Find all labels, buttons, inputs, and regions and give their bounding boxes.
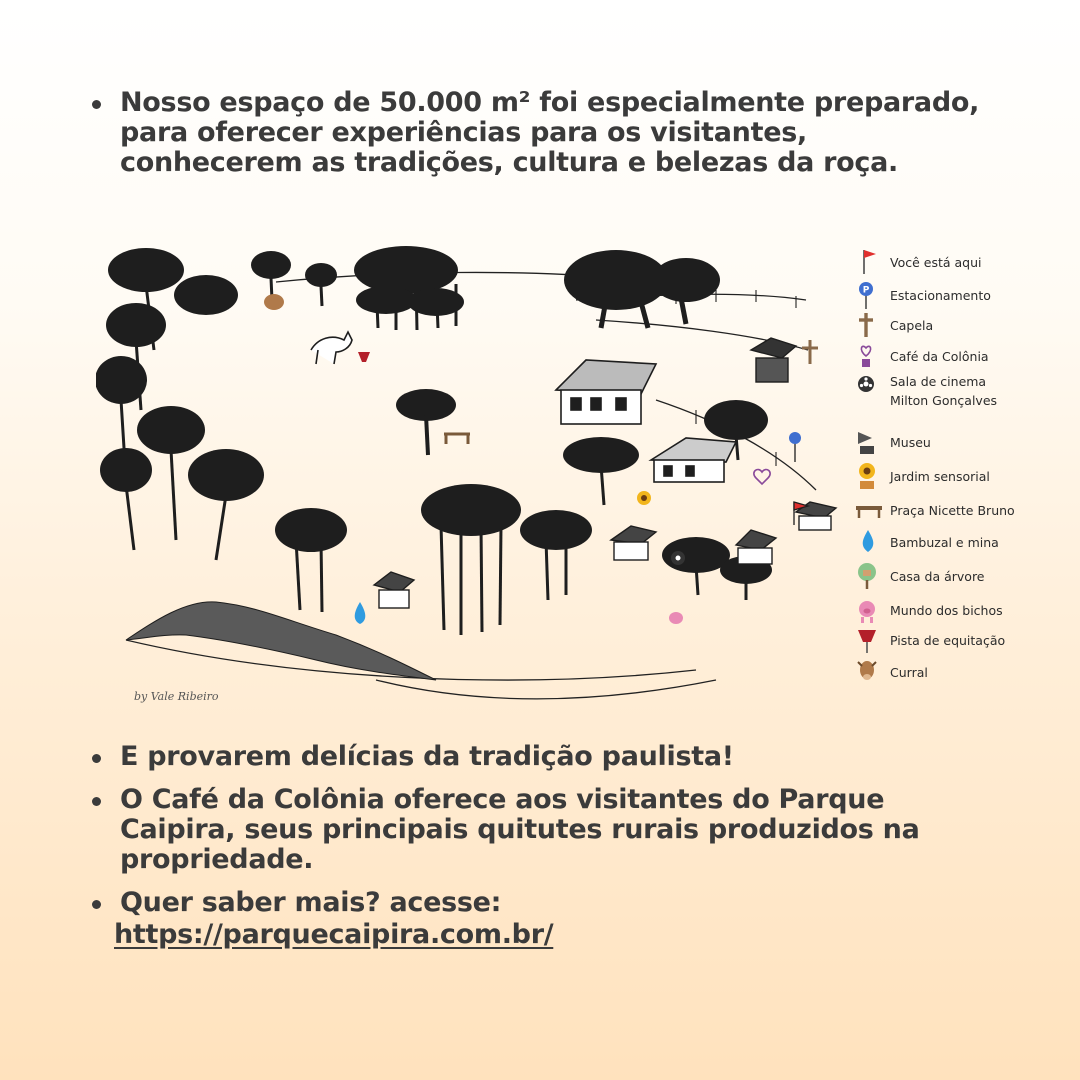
legend-label — [890, 569, 985, 584]
legend-label — [890, 349, 989, 364]
legend-label-text: Estacionamento — [890, 288, 991, 303]
list-item-cafe: O Café da Colônia oferece aos visitantes do Parque Caipira, seus principais quitutes rurais produzidos na propriedade. — [90, 785, 990, 875]
map-marker-coffee — [754, 470, 770, 484]
legend-label — [890, 503, 1015, 518]
legend-label-text: Museu — [890, 435, 931, 450]
legend-label-text: Jardim sensorial — [890, 469, 990, 484]
map-marker-bench — [444, 434, 470, 444]
water-drop-icon — [856, 528, 882, 556]
legend-label-text-2: Milton Gonçalves — [890, 393, 998, 408]
legend-label-text: Você está aqui — [890, 255, 982, 270]
map-marker-pig — [669, 612, 683, 624]
legend-label — [890, 469, 990, 484]
intro-bullet: Nosso espaço de 50.000 m² foi especialmente preparado, para oferecer experiências para os visitantes, conhecerem as tradições, cultura e belezas da roça. — [90, 88, 990, 178]
legend-label-text: Mundo dos bichos — [890, 603, 1003, 618]
map-marker-cross — [802, 340, 818, 364]
main-farmhouse — [556, 360, 656, 424]
legend-label — [890, 288, 991, 303]
map-signature: by Vale Ribeiro — [134, 690, 219, 703]
coffee-heart-icon — [856, 342, 882, 370]
saddle-icon — [856, 626, 882, 654]
legend-label-text: Café da Colônia — [890, 349, 989, 364]
info-list — [90, 742, 990, 963]
map-marker-drop — [355, 602, 366, 624]
tree-center — [396, 389, 456, 455]
legend-label — [890, 435, 931, 450]
stream — [126, 602, 436, 680]
map-marker-cow — [264, 294, 284, 310]
red-flag-icon — [856, 248, 882, 276]
bamboo-house — [374, 572, 414, 608]
intro-section — [90, 88, 990, 178]
woods-left — [96, 248, 337, 501]
legend-label — [890, 665, 928, 680]
park-map — [96, 240, 1044, 720]
parking-pin-icon — [856, 281, 882, 309]
map-marker-parking — [789, 432, 801, 462]
pig-icon — [856, 596, 882, 624]
legend-label — [890, 318, 933, 333]
legend-label — [890, 372, 997, 410]
legend-label — [890, 535, 999, 550]
woods-center — [275, 484, 592, 552]
chapel-house — [751, 338, 796, 382]
grove-top-center — [354, 246, 464, 316]
legend-label-text: Pista de equitação — [890, 633, 1006, 648]
bench-icon — [856, 496, 882, 524]
list-item-more — [90, 888, 990, 950]
oaks-top-right — [564, 250, 720, 310]
website-link[interactable]: https://parquecaipira.com.br/ — [114, 919, 554, 950]
legend-label-text: Casa da árvore — [890, 569, 985, 584]
map-marker-film — [671, 551, 685, 565]
legend-label — [890, 603, 1003, 618]
legend-label-text: Capela — [890, 318, 934, 333]
small-house-1 — [611, 526, 656, 560]
svg-text:P: P — [862, 285, 870, 296]
legend-label-text: Bambuzal e mina — [890, 535, 999, 550]
list-item-tradition: E provarem delícias da tradição paulista! — [90, 742, 990, 772]
film-reel-icon — [856, 372, 882, 400]
cow-icon — [856, 658, 882, 686]
legend-label-text: Curral — [890, 665, 928, 680]
map-horse — [311, 332, 352, 364]
legend-label-text: Praça Nicette Bruno — [890, 503, 1015, 518]
cross-icon — [856, 311, 882, 339]
more-info-text: Quer saber mais? acesse: — [120, 887, 502, 918]
map-illustration — [96, 240, 846, 720]
sunflower-icon — [856, 462, 882, 490]
map-marker-saddle — [358, 352, 370, 362]
tree-house-icon — [856, 562, 882, 590]
gramophone-icon — [856, 428, 882, 456]
colony-house — [651, 438, 736, 482]
map-marker-sunflower — [637, 491, 651, 505]
small-house-2 — [736, 530, 776, 564]
legend-label — [890, 255, 982, 270]
legend-label — [890, 633, 1005, 648]
legend-label-text: Sala de cinema — [890, 374, 987, 389]
